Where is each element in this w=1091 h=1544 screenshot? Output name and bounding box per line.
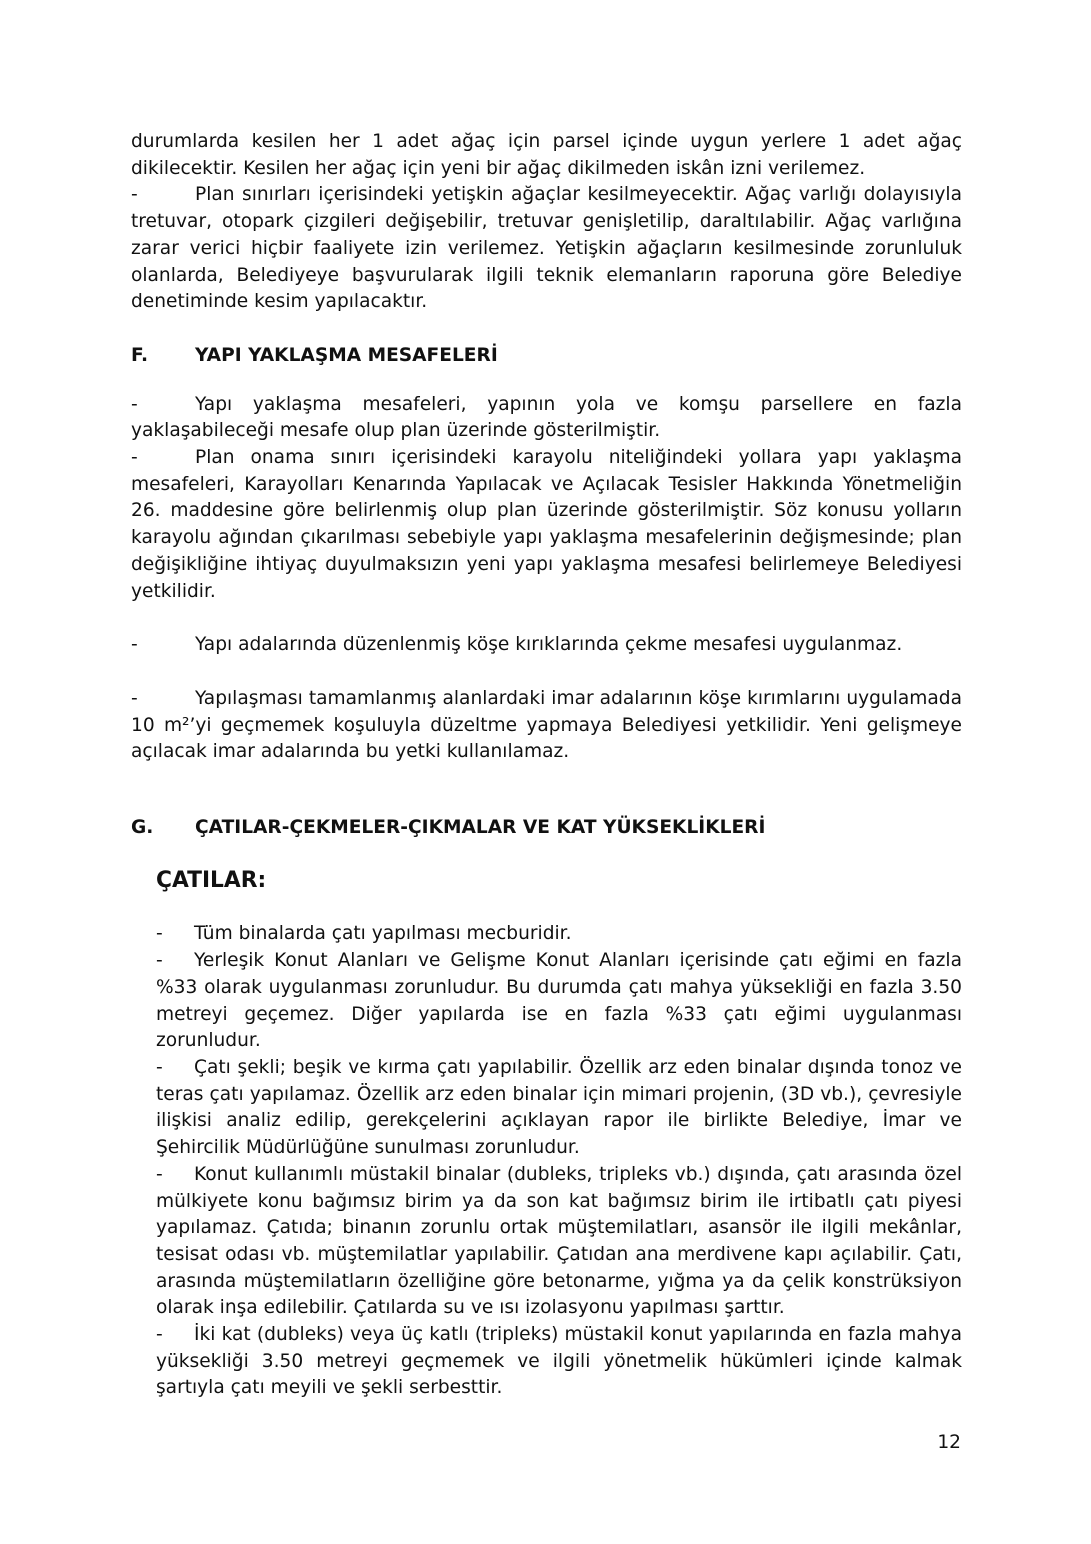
list-dash: - [156, 1056, 163, 1078]
page-content [131, 129, 962, 1402]
list-item-text: Yerleşik Konut Alanları ve Gelişme Konut Alanları içerisinde çatı eğimi en fazla %33 olarak uygulanması zorunludur. Bu durumda çatı mahya yüksekliği en fazla 3.50 metreyi geçemez. Diğer yapılarda ise en fazla %33 çatı eğimi uygulanması zorunludur. [156, 950, 962, 1052]
intro-list-item [131, 182, 962, 316]
section-g-item-2 [156, 948, 962, 1055]
catilar-list [131, 921, 962, 1402]
section-f-item-2 [131, 445, 962, 605]
intro-paragraph: durumlarda kesilen her 1 adet ağaç için parsel içinde uygun yerlere 1 adet ağaç dikilecektir. Kesilen her ağaç için yeni bir ağaç dikilmeden iskân izni verilemez. [131, 131, 962, 179]
section-f-item-4 [131, 686, 962, 766]
section-g-item-3 [156, 1055, 962, 1162]
spacer [131, 842, 962, 868]
list-item-text: İki kat (dubleks) veya üç katlı (tripleks) müstakil konut yapılarında en fazla mahya yüksekliği 3.50 metreyi geçmemek ve ilgili yönetmelik hükümleri içinde kalmak şartıyla çatı meyili ve şekli serbesttir. [156, 1324, 962, 1399]
list-item-text: Yapı adalarında düzenlenmiş köşe kırıklarında çekme mesafesi uygulanmaz. [195, 634, 903, 656]
list-dash: - [131, 184, 138, 206]
list-item-text: Plan onama sınırı içerisindeki karayolu niteliğindeki yollara yapı yaklaşma mesafeleri, Karayolları Kenarında Yapılacak ve Açılacak Tesisler Hakkında Yönetmeliğin 26. maddesine göre belirlenmiş olup plan üzerinde gösterilmiştir. Söz konusu yolların karayolu ağından çıkarılması sebebiyle yapı yaklaşma mesafelerinin değişmesinde; plan değişikliğine ihtiyaç duyulmaksızın yeni yapı yaklaşma mesafesi belirlemeye Belediyesi yetkilidir. [131, 447, 962, 602]
section-title: YAPI YAKLAŞMA MESAFELERİ [195, 344, 498, 366]
list-item-text: Çatı şekli; beşik ve kırma çatı yapılabilir. Özellik arz eden binalar dışında tonoz ve teras çatı yapılamaz. Özellik arz eden binalar için mimari projenin, (3D vb.), çevresiyle ilişkisi analiz edilip, gerekçelerini açıklayan rapor ile birlikte Belediye, İmar ve Şehircilik Müdürlüğüne sunulması zorunludur. [156, 1056, 962, 1159]
list-dash: - [131, 393, 138, 415]
spacer [131, 605, 962, 632]
list-item-text: Plan sınırları içerisindeki yetişkin ağaçlar kesilmeyecektir. Ağaç varlığı dolayısıyla tretuvar, otopark çizgileri değişebilir, tretuvar genişletilip, daraltılabilir. Ağaç varlığına zarar verici hiçbir faaliyete izin verilemez. Yetişkin ağaçların kesilmesinde zorunluluk olanlarda, Belediyeye başvurularak ilgili teknik elemanların raporuna göre Belediye denetiminde kesim yapılacaktır. [131, 184, 962, 313]
section-f-item-1 [131, 392, 962, 445]
list-dash: - [131, 447, 138, 469]
spacer [131, 894, 962, 921]
section-f-heading [131, 343, 962, 370]
list-item-text: Tüm binalarda çatı yapılması mecburidir. [194, 923, 572, 945]
list-item-text: Konut kullanımlı müstakil binalar (dubleks, tripleks vb.) dışında, çatı arasında özel mülkiyete konu bağımsız birim ya da son kat bağımsız birim ile irtibatlı çatı piyesi yapılamaz. Çatıda; binanın zorunlu ortak müştemilatları, asansör ile ilgili mekânlar, tesisat odası vb. müştemilatlar yapılabilir. Çatıdan ana merdivene kapı açılabilir. Çatı, arasında müştemilatların özelliğine göre betonarme, yığma ya da çelik konstrüksiyon olarak inşa edilebilir. Çatılarda su ve ısı izolasyonu yapılması şarttır. [156, 1163, 962, 1319]
list-item-text: Yapılaşması tamamlanmış alanlardaki imar adalarının köşe kırımlarını uygulamada 10 m²’yi geçmemek koşuluyla düzeltme yapmaya Belediyesi yetkilidir. Yeni gelişmeye açılacak imar adalarında bu yetki kullanılamaz. [131, 687, 962, 763]
list-dash: - [156, 1163, 163, 1185]
list-item-text: Yapı yaklaşma mesafeleri, yapının yola ve komşu parsellere en fazla yaklaşabileceği mesafe olup plan üzerinde gösterilmiştir. [131, 393, 962, 442]
section-f-item-3 [131, 632, 962, 659]
section-letter: G. [131, 817, 154, 839]
catilar-subheading: ÇATILAR: [156, 867, 267, 893]
spacer [131, 316, 962, 343]
section-g-item-1 [156, 921, 962, 948]
section-letter: F. [131, 344, 149, 366]
list-dash: - [131, 634, 138, 656]
list-dash: - [156, 950, 163, 972]
list-dash: - [131, 687, 138, 709]
spacer [131, 766, 962, 815]
spacer [131, 659, 962, 686]
page-number: 12 [937, 1432, 961, 1453]
list-dash: - [156, 1324, 163, 1346]
spacer [131, 370, 962, 392]
section-g-item-4 [156, 1162, 962, 1322]
section-g-item-5 [156, 1322, 962, 1402]
section-title: ÇATILAR-ÇEKMELER-ÇIKMALAR VE KAT YÜKSEKLİKLERİ [195, 817, 766, 839]
section-g-heading [131, 815, 962, 842]
list-dash: - [156, 923, 163, 945]
